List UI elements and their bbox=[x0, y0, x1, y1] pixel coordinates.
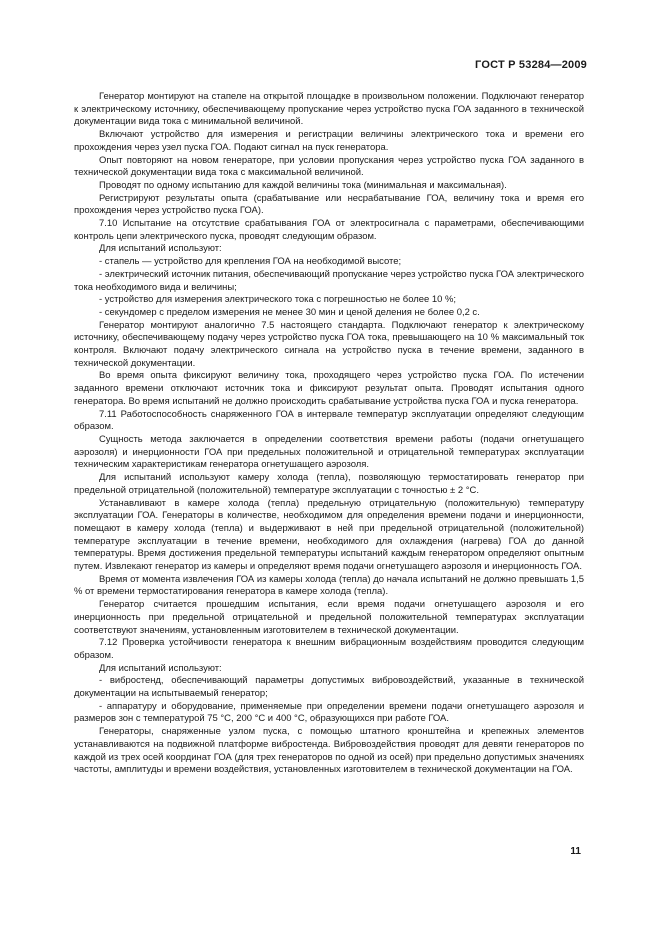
paragraph: Генератор монтируют аналогично 7.5 настоящего стандарта. Подключают генератор к электрическому источнику, обеспечивающему подачу через устройство пуска ГОА тока, превышающего на 10 % максимальный ток контроля. Включают подачу электрического сигнала на устройство пуска в течение времени, заданного в технической документации. bbox=[74, 319, 584, 369]
document-body bbox=[74, 91, 584, 777]
section-7-10-heading: 7.10 Испытание на отсутствие срабатывания ГОА от электросигнала с параметрами, обеспечивающими контроль цепи электрического пуска, проводят следующим образом. bbox=[74, 218, 584, 242]
paragraph: Сущность метода заключается в определении соответствия времени работы (подачи огнетушащего аэрозоля) и инерционности ГОА при предельных положительной и отрицательной температурах эксплуатации техническим характеристикам генератора огнетушащего аэрозоля. bbox=[74, 433, 584, 471]
paragraph: Генераторы, снаряженные узлом пуска, с помощью штатного кронштейна и крепежных элементов устанавливаются на подвижной платформе вибростенда. Вибровоздействия проводят для девяти генераторов по каждой из трех осей координат ГОА (для трех генераторов по одной из осей) при предельно допустимых значениях частоты, амплитуды и времени воздействия, установленных изготовителем в технической документации на ГОА. bbox=[74, 726, 584, 776]
paragraph: Устанавливают в камере холода (тепла) предельную отрицательную (положительную) температуру эксплуатации ГОА. Генераторы в количестве, необходимом для определения времени подачи и инерционности, помещают в камеру холода (тепла) и выдерживают в ней при предельной отрицательной (положительной) температуре эксплуатации в течение времени, необходимого для охлаждения (нагрева) ГОА до данной температуры. Время достижения предельной температуры испытаний каждым генератором определяют опытным путем. Извлекают генератор из камеры и определяют время подачи огнетушащего аэрозоля и инерционность ГОА. bbox=[74, 497, 584, 573]
list-item: - стапель — устройство для крепления ГОА на необходимой высоте; bbox=[99, 256, 402, 268]
paragraph: Генератор монтируют на стапеле на открытой площадке в произвольном положении. Подключают генератор к электрическому источнику, обеспечивающему пропускание через устройство пуска ГОА заданного в технической документации вида тока с минимальной величиной. bbox=[74, 91, 584, 128]
list-item: - электрический источник питания, обеспечивающий пропускание через устройство пуска ГОА электрического тока необходимого вида и величины; bbox=[74, 268, 584, 293]
list-item: - вибростенд, обеспечивающий параметры допустимых вибровоздействий, указанные в технической документации на испытываемый генератор; bbox=[74, 675, 584, 700]
standard-header: ГОСТ Р 53284—2009 bbox=[475, 59, 587, 71]
paragraph: Для испытаний используют: bbox=[99, 243, 222, 255]
section-7-12-heading: 7.12 Проверка устойчивости генератора к внешним вибрационным воздействиям проводится следующим образом. bbox=[74, 637, 584, 661]
paragraph: Для испытаний используют: bbox=[99, 662, 222, 674]
paragraph: Генератор считается прошедшим испытания, если время подачи огнетушащего аэрозоля и его инерционность при предельной отрицательной и предельной положительной температурах эксплуатации соответствуют значениям, установленным изготовителем в технической документации. bbox=[74, 599, 584, 636]
section-7-11-heading: 7.11 Работоспособность снаряженного ГОА в интервале температур эксплуатации определяют следующим образом. bbox=[74, 408, 584, 433]
page-number: 11 bbox=[570, 846, 581, 857]
paragraph: Во время опыта фиксируют величину тока, проходящего через устройство пуска ГОА. По истечении заданного времени отключают источник тока и фиксируют результат опыта. Проводят испытания одного генератора. Во время испытаний не должно происходить срабатывание устройства пуска ГОА и пуска генератора. bbox=[74, 370, 584, 407]
paragraph: Опыт повторяют на новом генераторе, при условии пропускания через устройство пуска ГОА заданного в технической документации вида тока с максимальной величиной. bbox=[74, 154, 584, 179]
list-item: - устройство для измерения электрического тока с погрешностью не более 10 %; bbox=[99, 294, 457, 306]
paragraph: Время от момента извлечения ГОА из камеры холода (тепла) до начала испытаний не должно превышать 1,5 % от времени термостатирования генератора в камере холода (тепла). bbox=[74, 573, 584, 598]
paragraph: Проводят по одному испытанию для каждой величины тока (минимальная и максимальная). bbox=[99, 179, 507, 191]
paragraph: Включают устройство для измерения и регистрации величины электрического тока и времени его прохождения через узел пуска ГОА. Подают сигнал на пуск генератора. bbox=[74, 129, 584, 153]
paragraph: Для испытаний используют камеру холода (тепла), позволяющую термостатировать генератор при предельной отрицательной (положительной) температуре эксплуатации с точностью ± 2 °С. bbox=[74, 472, 584, 496]
list-item: - аппаратуру и оборудование, применяемые при определении времени подачи огнетушащего аэрозоля и размеров зон с температурой 75 °С, 200 °С и 400 °С, образующихся при работе ГОА. bbox=[74, 700, 584, 725]
list-item: - секундомер с пределом измерения не менее 30 мин и ценой деления не более 0,2 с. bbox=[99, 306, 480, 318]
paragraph: Регистрируют результаты опыта (срабатывание или несрабатывание ГОА, величину тока и время его прохождения через устройство пуска ГОА). bbox=[74, 192, 584, 217]
